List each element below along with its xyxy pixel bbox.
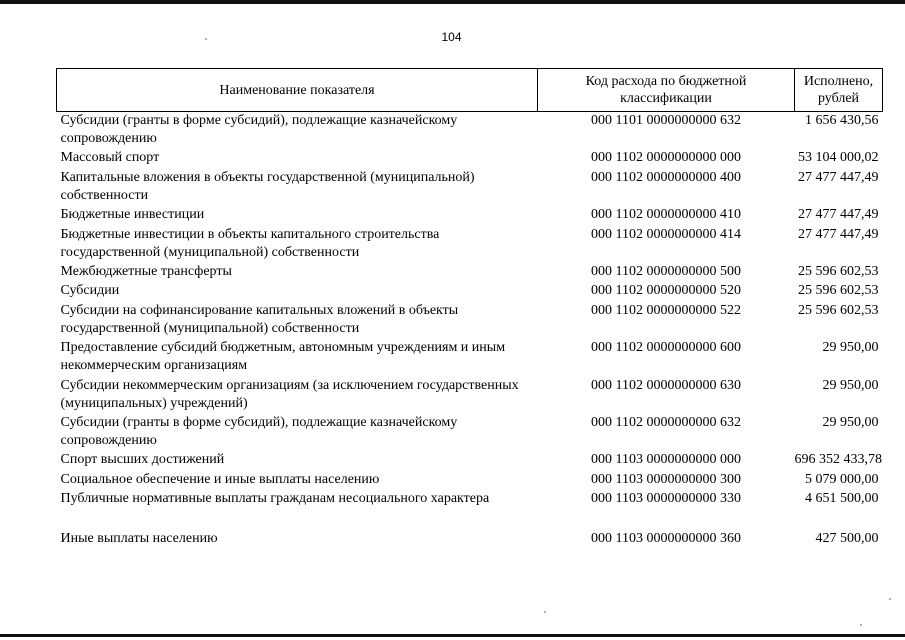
expense-code-cell: 000 1103 0000000000 330 bbox=[591, 491, 741, 507]
indicator-name-cell: Капитальные вложения в объекты государственной (муниципальной) собственности bbox=[60, 169, 475, 203]
indicator-name-cell: Субсидии некоммерческим организациям (за исключением государственных (муниципальных) учреждений) bbox=[60, 377, 519, 411]
indicator-name-cell: Социальное обеспечение и иные выплаты населению bbox=[60, 471, 380, 487]
indicator-name-cell: Субсидии на софинансирование капитальных вложений в объекты государственной (муниципальной) собственности bbox=[60, 302, 459, 336]
expense-code-cell: 000 1102 0000000000 630 bbox=[591, 377, 741, 393]
indicator-name-cell: Субсидии bbox=[60, 283, 120, 299]
amount-cell: 29 950,00 bbox=[822, 414, 879, 430]
amount-cell: 1 656 430,56 bbox=[805, 113, 879, 128]
table-row bbox=[57, 169, 883, 206]
header-indicator-name: Наименование показателя bbox=[57, 69, 538, 112]
amount-cell: 53 104 000,02 bbox=[798, 150, 879, 166]
amount-cell: 29 950,00 bbox=[822, 340, 879, 356]
table-spacer-row bbox=[57, 509, 883, 530]
table-row bbox=[57, 530, 883, 549]
indicator-name-cell: Бюджетные инвестиции bbox=[60, 207, 205, 223]
table-row bbox=[57, 451, 883, 470]
indicator-name-cell: Субсидии (гранты в форме субсидий), подлежащие казначейскому сопровождению bbox=[60, 113, 458, 146]
amount-cell: 29 950,00 bbox=[822, 377, 879, 393]
indicator-name-cell: Публичные нормативные выплаты гражданам несоциального характера bbox=[60, 491, 490, 507]
amount-cell: 25 596 602,53 bbox=[798, 263, 879, 279]
table-row bbox=[57, 206, 883, 225]
expense-code-cell: 000 1102 0000000000 500 bbox=[591, 263, 741, 279]
expense-code-cell: 000 1101 0000000000 632 bbox=[591, 113, 741, 128]
budget-table-container bbox=[56, 68, 882, 550]
indicator-name-cell: Субсидии (гранты в форме субсидий), подлежащие казначейскому сопровождению bbox=[60, 414, 458, 448]
amount-cell: 427 500,00 bbox=[815, 531, 879, 547]
top-border-rule bbox=[0, 0, 905, 4]
table-row bbox=[57, 377, 883, 414]
scan-speck bbox=[860, 624, 862, 626]
amount-cell: 25 596 602,53 bbox=[798, 283, 879, 299]
expense-code-cell: 000 1103 0000000000 000 bbox=[591, 452, 741, 468]
scan-speck bbox=[889, 598, 891, 600]
expense-code-cell: 000 1103 0000000000 360 bbox=[591, 531, 741, 547]
expense-code-cell: 000 1102 0000000000 600 bbox=[591, 340, 741, 356]
expense-code-cell: 000 1102 0000000000 410 bbox=[591, 207, 741, 223]
header-expense-code: Код расхода по бюджетной классификации bbox=[538, 69, 795, 112]
amount-cell: 27 477 447,49 bbox=[798, 169, 879, 185]
indicator-name-cell: Межбюджетные трансферты bbox=[60, 263, 232, 279]
expense-code-cell: 000 1102 0000000000 414 bbox=[591, 226, 741, 242]
table-row bbox=[57, 339, 883, 376]
bottom-border-rule bbox=[0, 634, 905, 637]
indicator-name-cell: Массовый спорт bbox=[60, 150, 160, 166]
scan-speck bbox=[544, 611, 546, 613]
budget-execution-table bbox=[56, 68, 883, 550]
table-row bbox=[57, 263, 883, 282]
table-header-row bbox=[57, 69, 883, 112]
table-row bbox=[57, 226, 883, 263]
expense-code-cell: 000 1103 0000000000 300 bbox=[591, 471, 741, 487]
amount-cell: 5 079 000,00 bbox=[805, 471, 879, 487]
amount-cell: 25 596 602,53 bbox=[798, 302, 879, 318]
table-row bbox=[57, 490, 883, 509]
table-row bbox=[57, 282, 883, 301]
indicator-name-cell: Предоставление субсидий бюджетным, автономным учреждениям и иным некоммерческим организациям bbox=[60, 340, 506, 374]
indicator-name-cell: Спорт высших достижений bbox=[60, 452, 225, 468]
amount-cell: 4 651 500,00 bbox=[805, 491, 879, 507]
expense-code-cell: 000 1102 0000000000 632 bbox=[591, 414, 741, 430]
page-number: 104 bbox=[441, 30, 462, 44]
amount-cell: 27 477 447,49 bbox=[798, 226, 879, 242]
expense-code-cell: 000 1102 0000000000 522 bbox=[591, 302, 741, 318]
expense-code-cell: 000 1102 0000000000 400 bbox=[591, 169, 741, 185]
amount-cell: 696 352 433,78 bbox=[794, 452, 882, 468]
table-row bbox=[57, 149, 883, 168]
amount-cell: 27 477 447,49 bbox=[798, 207, 879, 223]
header-executed-amount: Исполнено, рублей bbox=[795, 69, 883, 112]
indicator-name-cell: Иные выплаты населению bbox=[60, 531, 218, 547]
table-row bbox=[57, 471, 883, 490]
table-row bbox=[57, 414, 883, 451]
indicator-name-cell: Бюджетные инвестиции в объекты капитального строительства государственной (муниципальной) собственности bbox=[60, 226, 440, 260]
expense-code-cell: 000 1102 0000000000 520 bbox=[591, 283, 741, 299]
scan-speck bbox=[205, 38, 207, 40]
expense-code-cell: 000 1102 0000000000 000 bbox=[591, 150, 741, 166]
table-row bbox=[57, 112, 883, 150]
table-row bbox=[57, 302, 883, 339]
